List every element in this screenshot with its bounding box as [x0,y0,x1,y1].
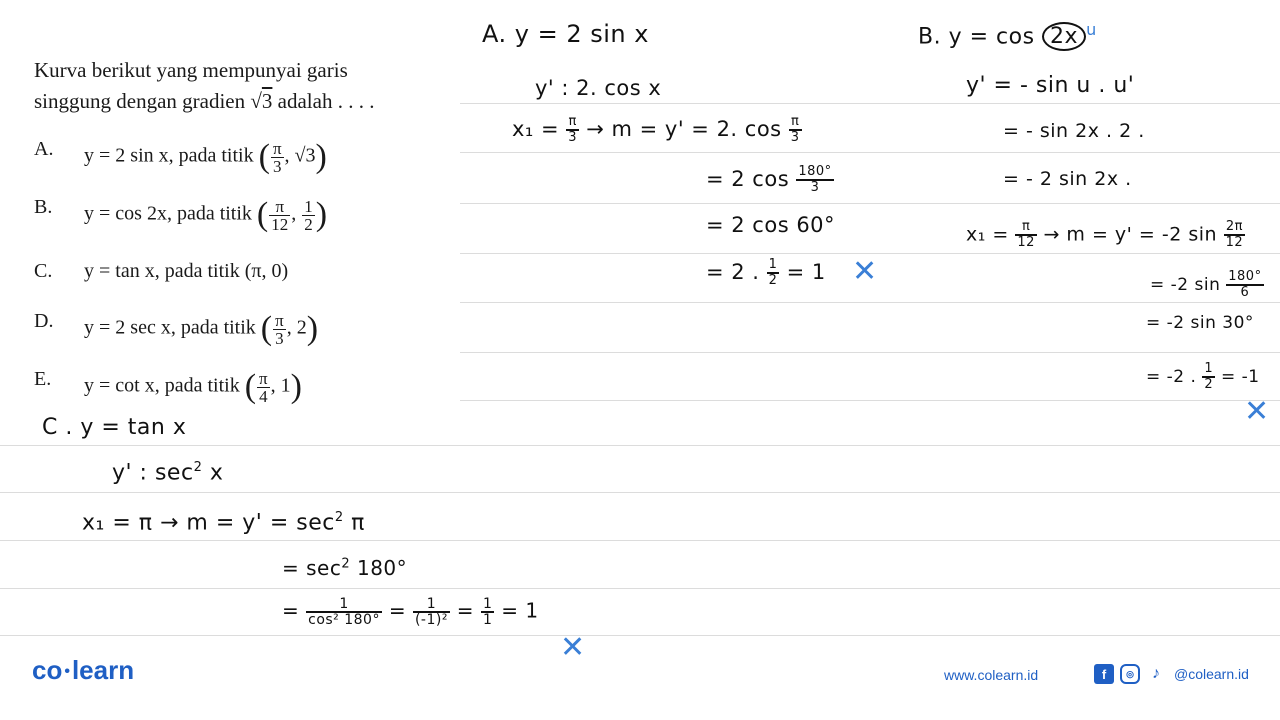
option-equation: y = 2 sin x, pada titik [84,144,254,167]
work-text: → m = y' = -2 sin [1036,223,1224,246]
fraction-numerator: 1 [482,596,493,612]
work-text: x [202,460,224,486]
work-b-line-4: = - 2 sin 2x . [1003,168,1132,190]
fraction-numerator: 2π [1224,220,1246,236]
work-text: = 1 [779,260,826,284]
option-letter: A. [34,138,54,160]
work-a-line-5: = 2 cos 60° [706,213,836,237]
fraction-denominator: (-1)² [414,612,448,628]
point-second: √3 [294,144,316,167]
fraction [1226,270,1263,300]
logo-text-right: learn [71,655,135,685]
paren-open: ( [260,310,273,347]
work-text: x₁ = [512,117,567,141]
fraction-denominator: 3 [790,130,800,145]
ruled-line [460,203,1280,204]
fraction-numerator: π [259,368,268,388]
ruled-line [460,103,1280,104]
fraction [1224,220,1246,250]
option-equation: y = cot x, pada titik [84,374,240,397]
facebook-icon[interactable]: f [1094,664,1114,684]
ruled-line [460,352,1280,353]
fraction [413,597,450,627]
fraction-denominator: 1 [482,612,493,628]
work-c-line-3 [82,510,365,535]
ruled-line [0,588,1280,589]
wrong-mark-icon: ✕ [560,630,586,665]
option-letter: E. [34,368,52,390]
fraction-numerator: π [1015,220,1037,236]
website-link[interactable]: www.colearn.id [944,667,1039,683]
fraction [566,115,579,145]
fraction-denominator: 3 [275,328,284,348]
fraction [257,370,270,405]
fraction [302,198,315,233]
logo-text-left: co [32,655,63,685]
work-text: x₁ = π → m = y' = sec [82,510,335,536]
fraction-numerator: π [789,115,802,131]
question-line-2-post: adalah . . . . [272,89,375,113]
fraction-numerator: 1 [306,597,382,613]
work-text: = -2 . [1146,367,1203,387]
question-line-1: Kurva berikut yang mempunyai garis [34,58,348,82]
work-text: = 1 [494,598,539,623]
fraction-numerator: 180° [1228,269,1262,284]
question-text [34,55,454,117]
fraction-denominator: 12 [1017,235,1035,250]
work-c-line-1: C . y = tan x [42,415,187,440]
separator: , [270,374,276,397]
fraction [789,115,802,145]
wrong-mark-icon: ✕ [852,254,878,289]
work-text: = sec [282,556,342,580]
work-text: = [282,598,307,623]
separator: , [291,202,297,225]
paren-close: ) [315,138,327,175]
ruled-line [0,540,1280,541]
work-text: = -2 sin [1150,275,1227,295]
fraction-numerator: π [272,138,282,158]
circled-expression: 2x [1042,22,1086,51]
fraction [271,140,284,175]
option-equation: y = cos 2x, pada titik [84,202,252,225]
paren-open: ( [244,368,257,405]
work-b-line-7: = -2 sin 30° [1146,313,1254,333]
work-b-line-8 [1146,362,1260,392]
fraction [481,597,494,627]
work-text: = -1 [1215,367,1260,387]
fraction-denominator: 6 [1240,285,1250,300]
option-letter: C. [34,260,53,282]
work-text: π [343,510,365,536]
fraction-denominator: 2 [1204,377,1214,392]
work-b-line-2: y' = - sin u . u' [966,73,1135,98]
work-c-line-2 [112,460,223,485]
work-text: = [449,598,481,623]
option-letter: B. [34,196,53,218]
work-text: 180° [350,556,408,580]
fraction-denominator: 2 [304,214,313,234]
work-b-line-1 [918,20,1097,51]
work-a-line-4 [706,165,834,195]
work-a-line-3 [512,115,802,145]
point: (π, 0) [244,260,289,282]
fraction [1015,220,1037,250]
option-equation: y = tan x, pada titik [84,260,240,282]
fraction-numerator: 1 [304,196,313,216]
fraction-numerator: 1 [1204,361,1214,376]
fraction-denominator: 3 [272,156,282,176]
ruled-line [460,302,1280,303]
fraction-denominator: cos² 180° [308,612,380,628]
paren-close: ) [290,368,302,405]
ruled-line [0,445,1280,446]
logo-dot: • [64,663,70,681]
separator: , [286,316,292,339]
work-a-line-2: y' : 2. cos x [535,76,662,100]
fraction-numerator: 1 [768,257,778,272]
fraction [1202,362,1215,392]
social-handle[interactable]: @colearn.id [1174,666,1249,682]
social-links [1094,664,1249,684]
work-a-line-6 [706,258,826,288]
tiktok-icon[interactable]: ♪ [1152,665,1160,682]
paren-open: ( [258,138,270,175]
work-b-line-6 [1150,270,1264,300]
point-second: 2 [296,316,307,339]
option-letter: D. [34,310,54,332]
option-equation: y = 2 sec x, pada titik [84,316,256,339]
instagram-icon[interactable]: ◎ [1120,664,1140,684]
question-line-2-pre: singgung dengan gradien [34,89,251,113]
ruled-line [460,152,1280,153]
paren-close: ) [306,310,319,347]
paren-close: ) [315,196,328,233]
ruled-line [460,400,1280,401]
point-second: 1 [280,374,291,397]
work-text: B. y = cos [918,24,1043,50]
fraction-denominator: 2 [768,273,778,288]
fraction-numerator: π [566,115,579,131]
question-line-2 [34,86,454,117]
fraction-denominator: 12 [1225,235,1244,250]
superscript: 2 [341,556,351,572]
fraction-denominator: 3 [568,130,578,145]
superscript: 2 [193,460,203,475]
sqrt-value: 3 [261,89,273,113]
fraction [796,165,833,195]
fraction-numerator: 1 [413,597,450,613]
work-text: = [381,598,413,623]
work-text: y' : sec [112,460,194,486]
wrong-mark-icon: ✕ [1244,394,1270,429]
work-text: → m = y' = 2. cos [579,117,789,141]
work-b-line-5 [966,220,1245,250]
separator: , [284,144,290,167]
fraction [306,597,382,627]
ruled-line [0,635,1280,636]
fraction [269,198,290,233]
work-text: = 2 cos [706,167,797,191]
superscript: 2 [334,510,344,525]
fraction [767,258,780,288]
work-text: x₁ = [966,223,1016,246]
work-a-line-1: A. y = 2 sin x [482,20,649,48]
paren-open: ( [256,196,269,233]
ruled-line [0,492,1280,493]
work-c-line-4 [282,556,407,580]
fraction-numerator: π [275,310,284,330]
fraction-numerator: π [269,198,290,216]
substitution-label: u [1086,20,1097,39]
fraction [273,312,286,347]
fraction-denominator: 3 [810,180,820,195]
work-b-line-3: = - sin 2x . 2 . [1003,120,1145,142]
work-c-line-5 [282,597,539,627]
fraction-numerator: 180° [798,164,832,179]
fraction-denominator: 12 [271,214,289,234]
fraction-denominator: 4 [259,386,268,406]
sqrt-sign: √ [250,89,262,113]
work-text: = 2 . [706,260,767,284]
colearn-logo [32,655,134,686]
